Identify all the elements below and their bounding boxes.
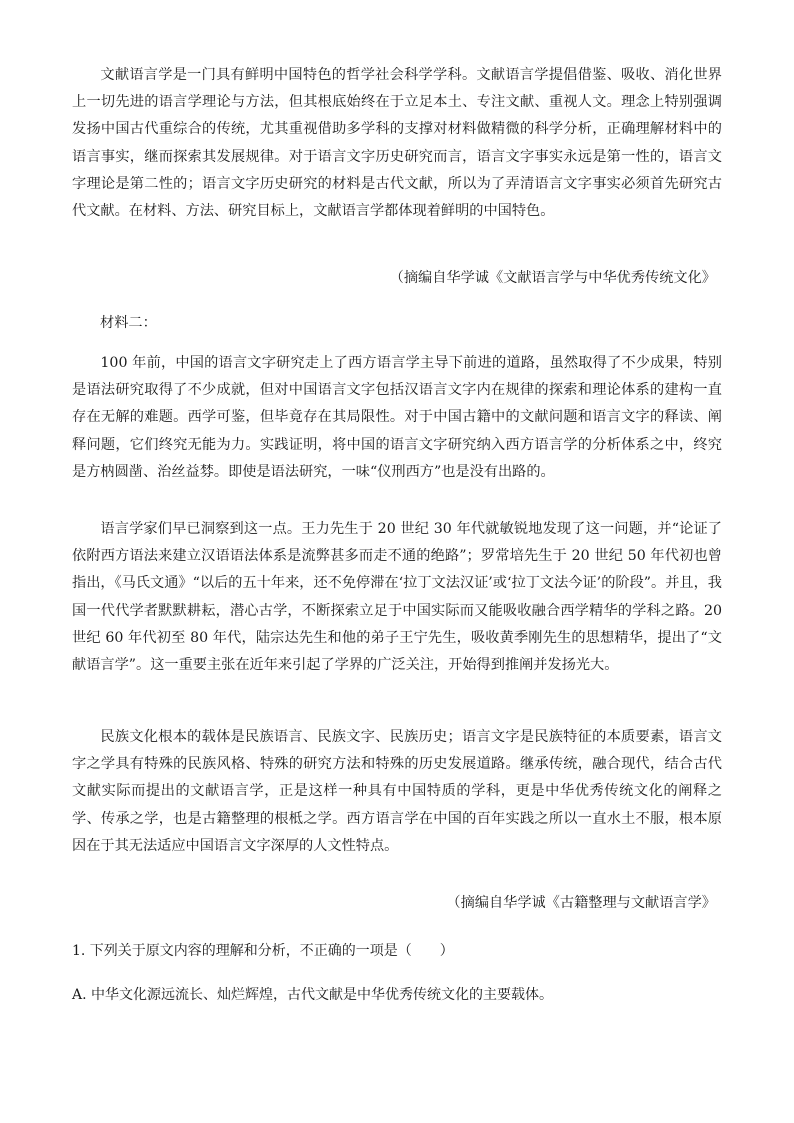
material-2-label: 材料二： xyxy=(100,315,157,331)
source-citation-2: （摘编自华学诚《古籍整理与文献语言学》 xyxy=(446,895,716,911)
option-a: A. 中华文化源远流长、灿烂辉煌，古代文献是中华优秀传统文化的主要载体。 xyxy=(72,987,554,1003)
source-citation-1: （摘编自华学诚《文献语言学与中华优秀传统文化》 xyxy=(389,270,716,286)
paragraph-3: 语言学家们早已洞察到这一点。王力先生于 20 世纪 30 年代就敏锐地发现了这一问题，并“论证了依附西方语法来建立汉语语法体系是流弊甚多而走不通的绝路”；罗常培先生于 20 世纪 50 年代初也曾指出，《马氏文通》“以后的五十年来，还不免停滞在‘拉丁文法汉证’或‘拉丁文法今证’的阶段”。并且，我国一代代学者默默耕耘，潜心古学，不断探索立足于中国实际而又能吸收融合西学精华的学科之路。20 世纪 60 年代初至 80 年代，陆宗达先生和他的弟子王宁先生，吸收黄季刚先生的思想精华，提出了“文献语言学”。这一重要主张在近年来引起了学界的广泛关注，开始得到推阐并发扬光大。 xyxy=(72,521,722,674)
paragraph-2: 100 年前，中国的语言文字研究走上了西方语言学主导下前进的道路，虽然取得了不少成果，特别是语法研究取得了不少成就，但对中国语言文字包括汉语言文字内在规律的探索和理论体系的建构一直存在无解的难题。西学可鉴，但毕竟存在其局限性。对于中国古籍中的文献问题和语言文字的释读、阐释问题，它们终究无能为力。实践证明，将中国的语言文字研究纳入西方语言学的分析体系之中，终究是方枘圆凿、治丝益棼。即使是语法研究，一味“仪刑西方”也是没有出路的。 xyxy=(72,355,722,480)
question-1: 1. 下列关于原文内容的理解和分析，不正确的一项是（ ） xyxy=(72,943,454,959)
paragraph-4: 民族文化根本的载体是民族语言、民族文字、民族历史；语言文字是民族特征的本质要素，语言文字之学具有特殊的民族风格、特殊的研究方法和特殊的历史发展道路。继承传统，融合现代，结合古代文献实际而提出的文献语言学，正是这样一种具有中国特质的学科，更是中华优秀传统文化的阐释之学、传承之学，也是古籍整理的根柢之学。西方语言学在中国的百年实践之所以一直水土不服，根本原因在于其无法适应中国语言文字深厚的人文性特点。 xyxy=(72,729,722,854)
paragraph-1: 文献语言学是一门具有鲜明中国特色的哲学社会科学学科。文献语言学提倡借鉴、吸收、消化世界上一切先进的语言学理论与方法，但其根底始终在于立足本土、专注文献、重视人文。理念上特别强调发扬中国古代重综合的传统，尤其重视借助多学科的支撑对材料做精微的科学分析，正确理解材料中的语言事实，继而探索其发展规律。对于语言文字历史研究而言，语言文字事实永远是第一性的，语言文字理论是第二性的；语言文字历史研究的材料是古代文献，所以为了弄清语言文字事实必须首先研究古代文献。在材料、方法、研究目标上，文献语言学都体现着鲜明的中国特色。 xyxy=(72,67,722,220)
